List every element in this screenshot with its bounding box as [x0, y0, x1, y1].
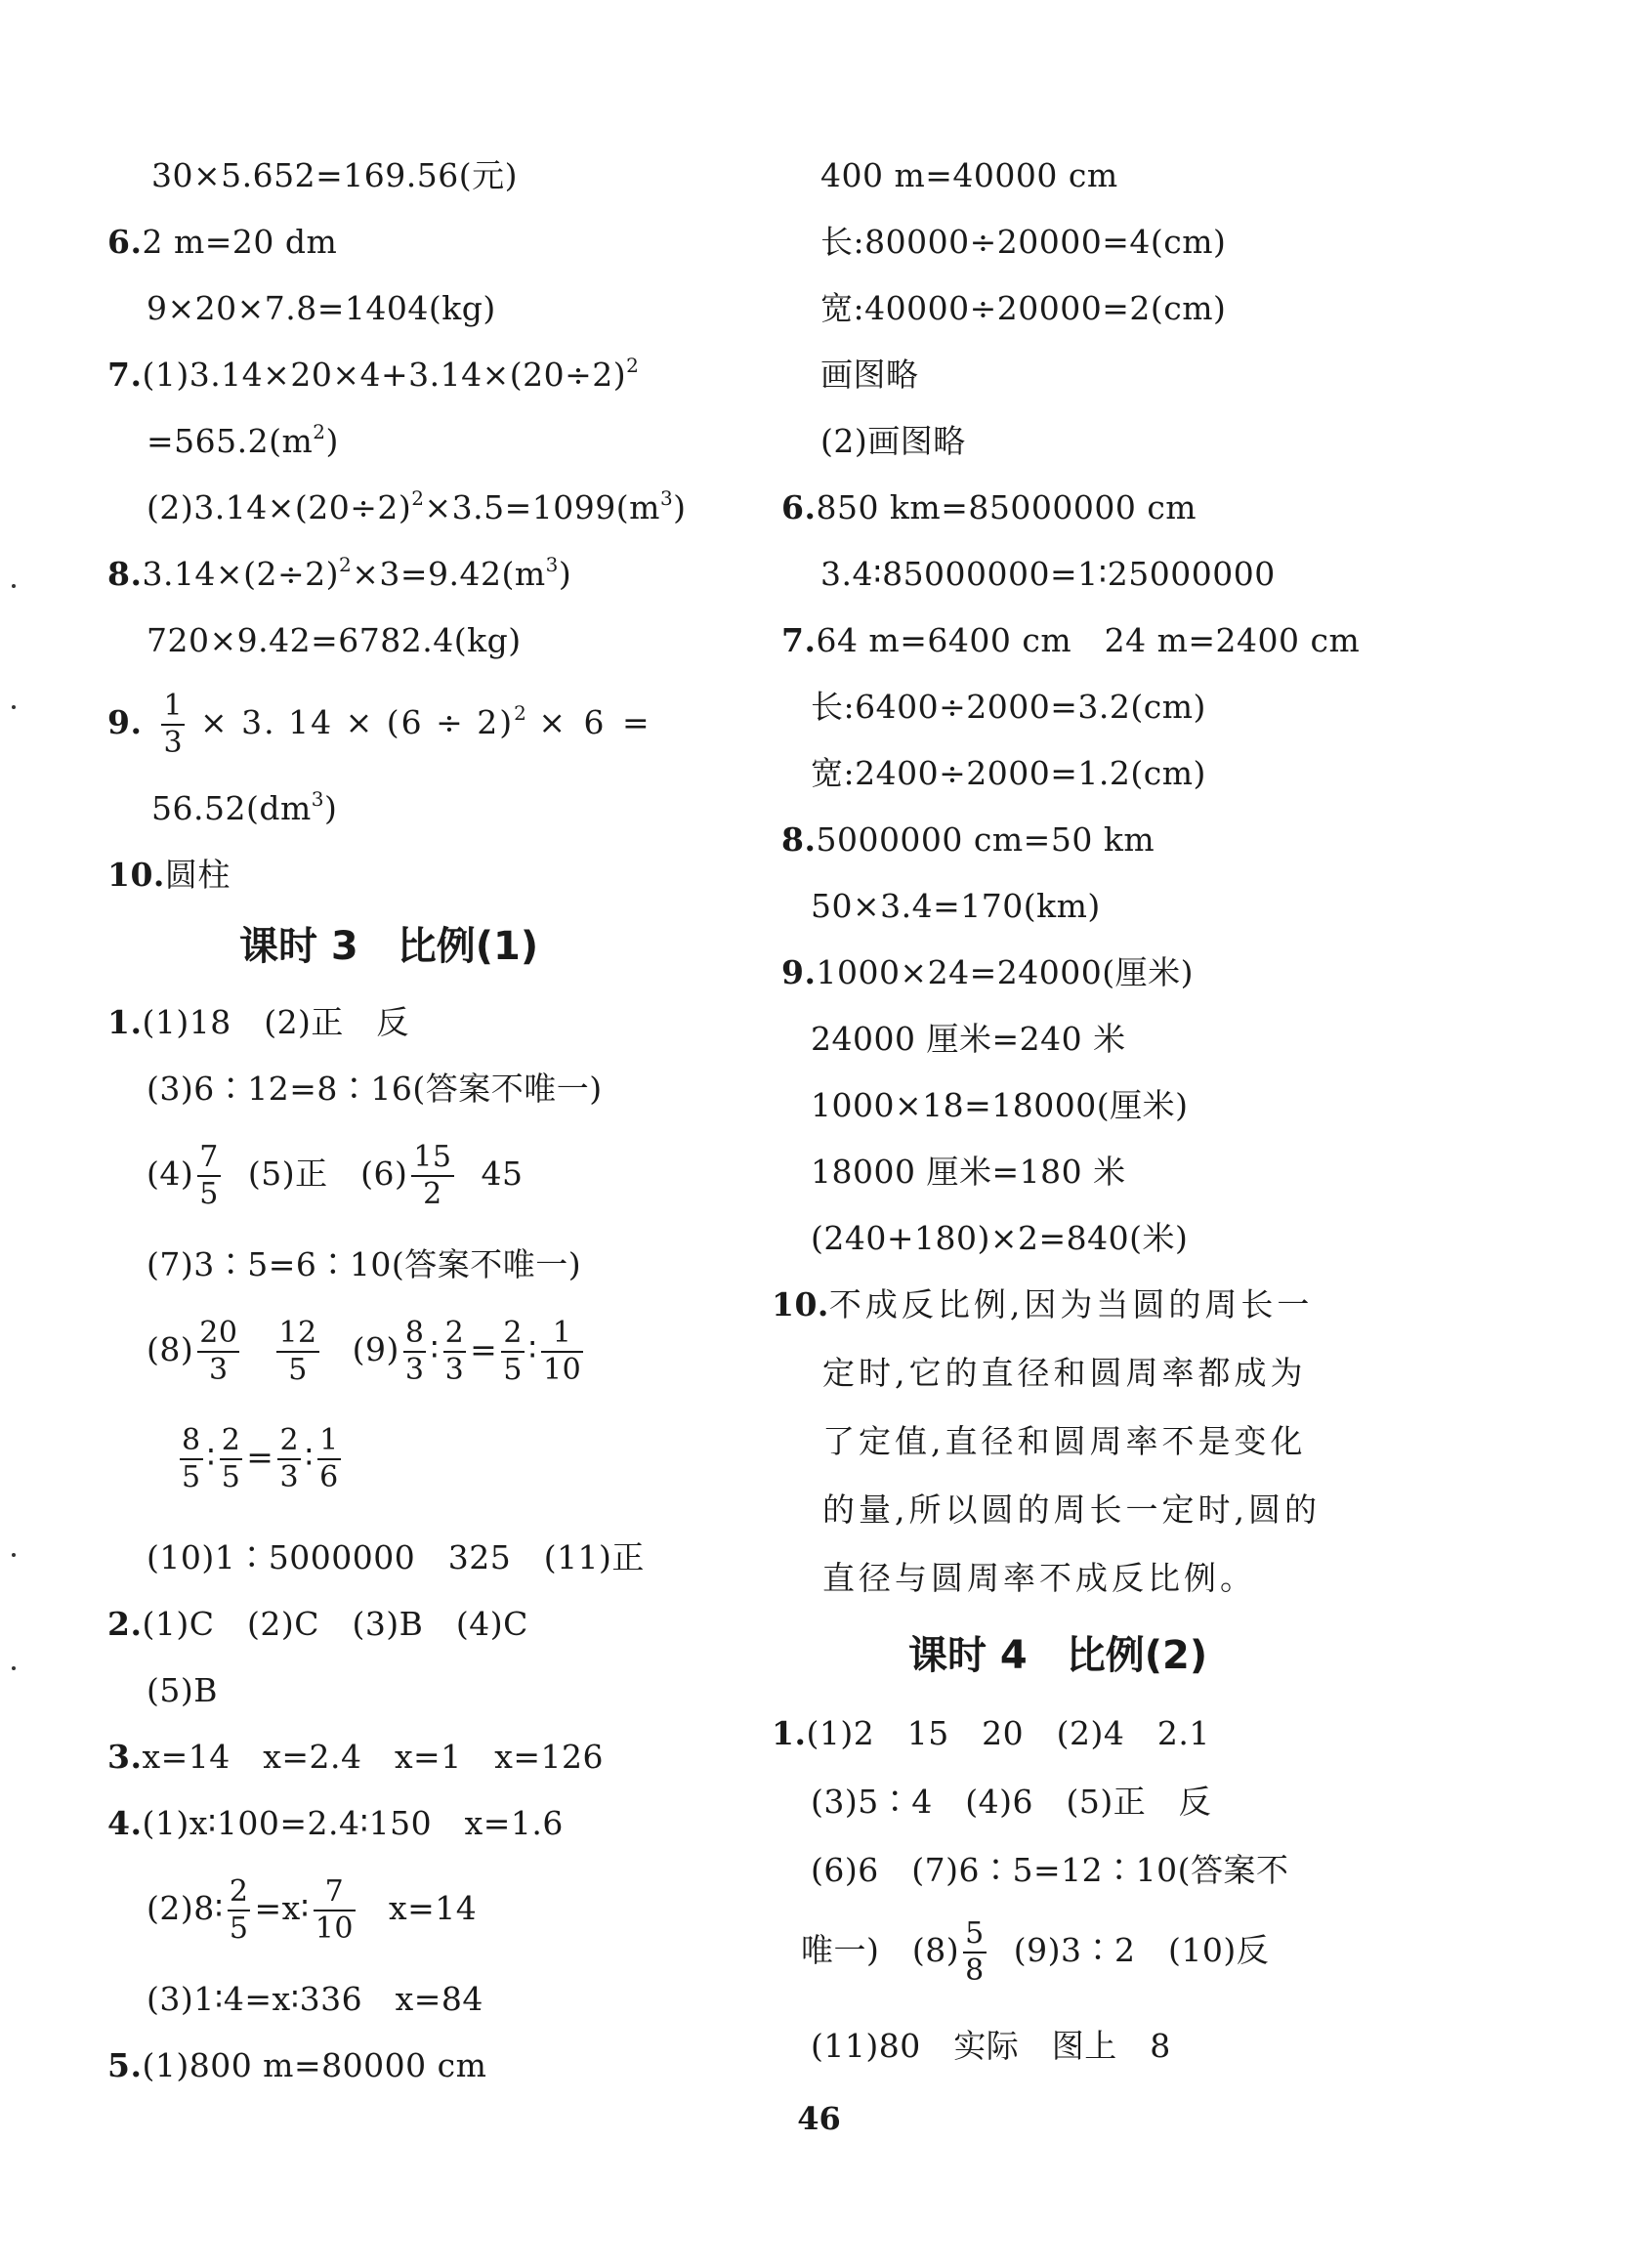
question-number: 1. — [772, 1714, 807, 1752]
page-number: 46 — [797, 2100, 841, 2137]
text-line: 720×9.42=6782.4(kg) — [147, 621, 522, 659]
question-number: 2. — [107, 1605, 143, 1643]
text: =565.2(m — [147, 422, 314, 460]
question-number: 8. — [107, 555, 143, 593]
question-8 — [781, 820, 1155, 860]
fraction: $\frac{7}{10}$ — [315, 1874, 354, 1946]
question-7 — [781, 621, 1360, 660]
fraction: $\frac{1}{6}$ — [319, 1423, 339, 1494]
text-line: (7)3∶5=6∶10(答案不唯一) — [147, 1245, 582, 1283]
text: x=14 x=2.4 x=1 x=126 — [142, 1738, 604, 1776]
text-line: (2)画图略 — [820, 422, 966, 460]
question-number: 5. — [107, 2046, 143, 2084]
margin-mark — [12, 1666, 16, 1670]
section-question-5 — [107, 2046, 486, 2085]
text-line: (3)5∶4 (4)6 (5)正 反 — [811, 1783, 1212, 1821]
text-line: $\frac{8}{5}$ ∶ $\frac{2}{5}$ = $\frac{2}{3}$ ∶ $\frac{1}{6}$ — [182, 1423, 339, 1494]
superscript: 2 — [313, 420, 326, 443]
question-number: 6. — [107, 223, 143, 261]
question-number: 7. — [781, 621, 817, 659]
fraction: $\frac{8}{3}$ — [404, 1316, 425, 1387]
section-heading: 课时 3 比例(1) — [239, 924, 539, 969]
text-line: (11)80 实际 图上 8 — [811, 2027, 1171, 2065]
text-line: 长:6400÷2000=3.2(cm) — [811, 688, 1206, 726]
text-line: 18000 厘米=180 米 — [811, 1153, 1126, 1191]
text-line: (6)6 (7)6∶5=12∶10(答案不 — [811, 1851, 1289, 1889]
text: 850 km=85000000 cm — [816, 488, 1197, 526]
text-line: (5)B — [147, 1671, 218, 1709]
question-number: 10. — [107, 856, 165, 894]
text: 5000000 cm=50 km — [816, 820, 1155, 859]
text-line — [147, 422, 339, 461]
text: ) — [673, 488, 687, 526]
fraction: $\frac{5}{8}$ — [965, 1916, 985, 1988]
text-line: 9×20×7.8=1404(kg) — [147, 289, 496, 327]
text-line: (3)1∶4=x∶336 x=84 — [147, 1980, 483, 2018]
fraction: $\frac{12}{5}$ — [278, 1316, 317, 1387]
section-question-2 — [107, 1605, 528, 1644]
text-line — [151, 789, 337, 828]
text-line: 400 m=40000 cm — [820, 156, 1118, 194]
text-line: (8) $\frac{20}{3}$ $\frac{12}{5}$ (9) $\frac{8}{3}$ ∶ $\frac{2}{3}$ = $\frac{2}{5}$ ∶ $\frac{1}{10}$ — [147, 1316, 582, 1387]
section-question-1 — [107, 1003, 409, 1042]
fraction: $\frac{2}{5}$ — [229, 1874, 249, 1946]
question-8 — [107, 555, 571, 594]
superscript: 3 — [659, 486, 674, 510]
question-number: 1. — [107, 1003, 143, 1041]
text: (1)C (2)C (3)B (4)C — [142, 1605, 528, 1643]
question-number: 10. — [772, 1285, 829, 1323]
margin-mark — [12, 1553, 16, 1557]
text: ) — [325, 422, 339, 460]
margin-mark — [12, 705, 16, 709]
question-number: 8. — [781, 820, 817, 859]
text-line: 定时,它的直径和圆周率都成为 — [822, 1354, 1307, 1392]
fraction: $\frac{15}{2}$ — [413, 1140, 452, 1211]
question-9 — [781, 953, 1194, 992]
text-line: (3)6∶12=8∶16(答案不唯一) — [147, 1070, 603, 1108]
text: (1)3.14×20×4+3.14×(20÷2) — [142, 356, 627, 394]
text-line: 画图略 — [820, 356, 919, 394]
superscript: 2 — [626, 354, 640, 377]
text: ) — [324, 789, 338, 827]
question-number: 3. — [107, 1738, 143, 1776]
section-question-1 — [772, 1714, 1210, 1753]
text-line: 宽:40000÷20000=2(cm) — [820, 289, 1227, 327]
fraction: $\frac{20}{3}$ — [199, 1316, 238, 1387]
text-line: 了定值,直径和圆周率不是变化 — [822, 1422, 1307, 1460]
fraction: $\frac{8}{5}$ — [182, 1423, 201, 1494]
fraction: $\frac{2}{3}$ — [279, 1423, 300, 1494]
text-line: 唯一) (8) $\frac{5}{8}$ (9)3∶2 (10)反 — [801, 1916, 1270, 1988]
superscript: 2 — [514, 701, 527, 725]
text-line: (10)1∶5000000 325 (11)正 — [147, 1538, 645, 1576]
margin-mark — [12, 584, 16, 588]
fraction: $\frac{1}{3}$ — [163, 689, 184, 760]
text: 64 m=6400 cm 24 m=2400 cm — [816, 621, 1361, 659]
text: 56.52(dm — [151, 789, 312, 827]
section-heading: 课时 4 比例(2) — [908, 1633, 1208, 1678]
text-line: 50×3.4=170(km) — [811, 887, 1101, 925]
text: (1)800 m=80000 cm — [142, 2046, 487, 2084]
superscript: 3 — [311, 787, 324, 811]
text-line: 长:80000÷20000=4(cm) — [820, 223, 1227, 261]
superscript: 3 — [545, 553, 559, 576]
text-line: 宽:2400÷2000=1.2(cm) — [811, 754, 1206, 792]
question-number: 4. — [107, 1804, 143, 1842]
text: 3.14×(2÷2) — [142, 555, 339, 593]
text-line: 24000 厘米=240 米 — [811, 1020, 1126, 1058]
text: 圆柱 — [164, 856, 231, 894]
text: (1)18 (2)正 反 — [142, 1003, 409, 1041]
fraction: $\frac{1}{10}$ — [543, 1316, 582, 1387]
question-9 — [107, 689, 653, 760]
text-line: 的量,所以圆的周长一定时,圆的 — [822, 1491, 1321, 1529]
superscript: 2 — [338, 553, 353, 576]
question-6 — [107, 223, 337, 262]
text: × 6 = — [538, 703, 653, 741]
text: 1000×24=24000(厘米) — [816, 953, 1194, 991]
text: (1)2 15 20 (2)4 2.1 — [806, 1714, 1210, 1752]
fraction: $\frac{2}{5}$ — [221, 1423, 241, 1494]
question-6 — [781, 488, 1197, 527]
question-7 — [107, 356, 639, 395]
question-10 — [772, 1285, 1313, 1324]
superscript: 2 — [411, 486, 425, 510]
text: (1)x∶100=2.4∶150 x=1.6 — [142, 1804, 564, 1842]
question-number: 9. — [107, 703, 143, 741]
text-line: 1000×18=18000(厘米) — [811, 1086, 1189, 1124]
text: 不成反比例,因为当圆的周长一 — [828, 1285, 1314, 1323]
section-question-3 — [107, 1738, 604, 1777]
text-line: 3.4∶85000000=1∶25000000 — [820, 555, 1276, 593]
text: 2 m=20 dm — [142, 223, 338, 261]
text: ) — [558, 555, 572, 593]
text-line: (240+180)×2=840(米) — [811, 1219, 1189, 1257]
question-10 — [107, 856, 231, 895]
text-line: 直径与圆周率不成反比例。 — [822, 1559, 1256, 1597]
text-line — [147, 488, 687, 527]
text: ×3.5=1099(m — [424, 488, 660, 526]
fraction: $\frac{2}{5}$ — [503, 1316, 523, 1387]
fraction: $\frac{7}{5}$ — [199, 1140, 219, 1211]
question-number: 7. — [107, 356, 143, 394]
question-number: 9. — [781, 953, 817, 991]
text: × 3. 14 × (6 ÷ 2) — [200, 703, 515, 741]
text: ×3=9.42(m — [352, 555, 546, 593]
text-line: (4) $\frac{7}{5}$ (5)正 (6) $\frac{15}{2}$ 45 — [147, 1140, 524, 1211]
question-number: 6. — [781, 488, 817, 526]
section-question-4 — [107, 1804, 564, 1843]
text-line: (2)8∶ $\frac{2}{5}$ =x∶ $\frac{7}{10}$ x=14 — [147, 1874, 478, 1946]
fraction: $\frac{2}{3}$ — [444, 1316, 465, 1387]
text: (2)3.14×(20÷2) — [147, 488, 412, 526]
text-line: 30×5.652=169.56(元) — [151, 156, 518, 194]
